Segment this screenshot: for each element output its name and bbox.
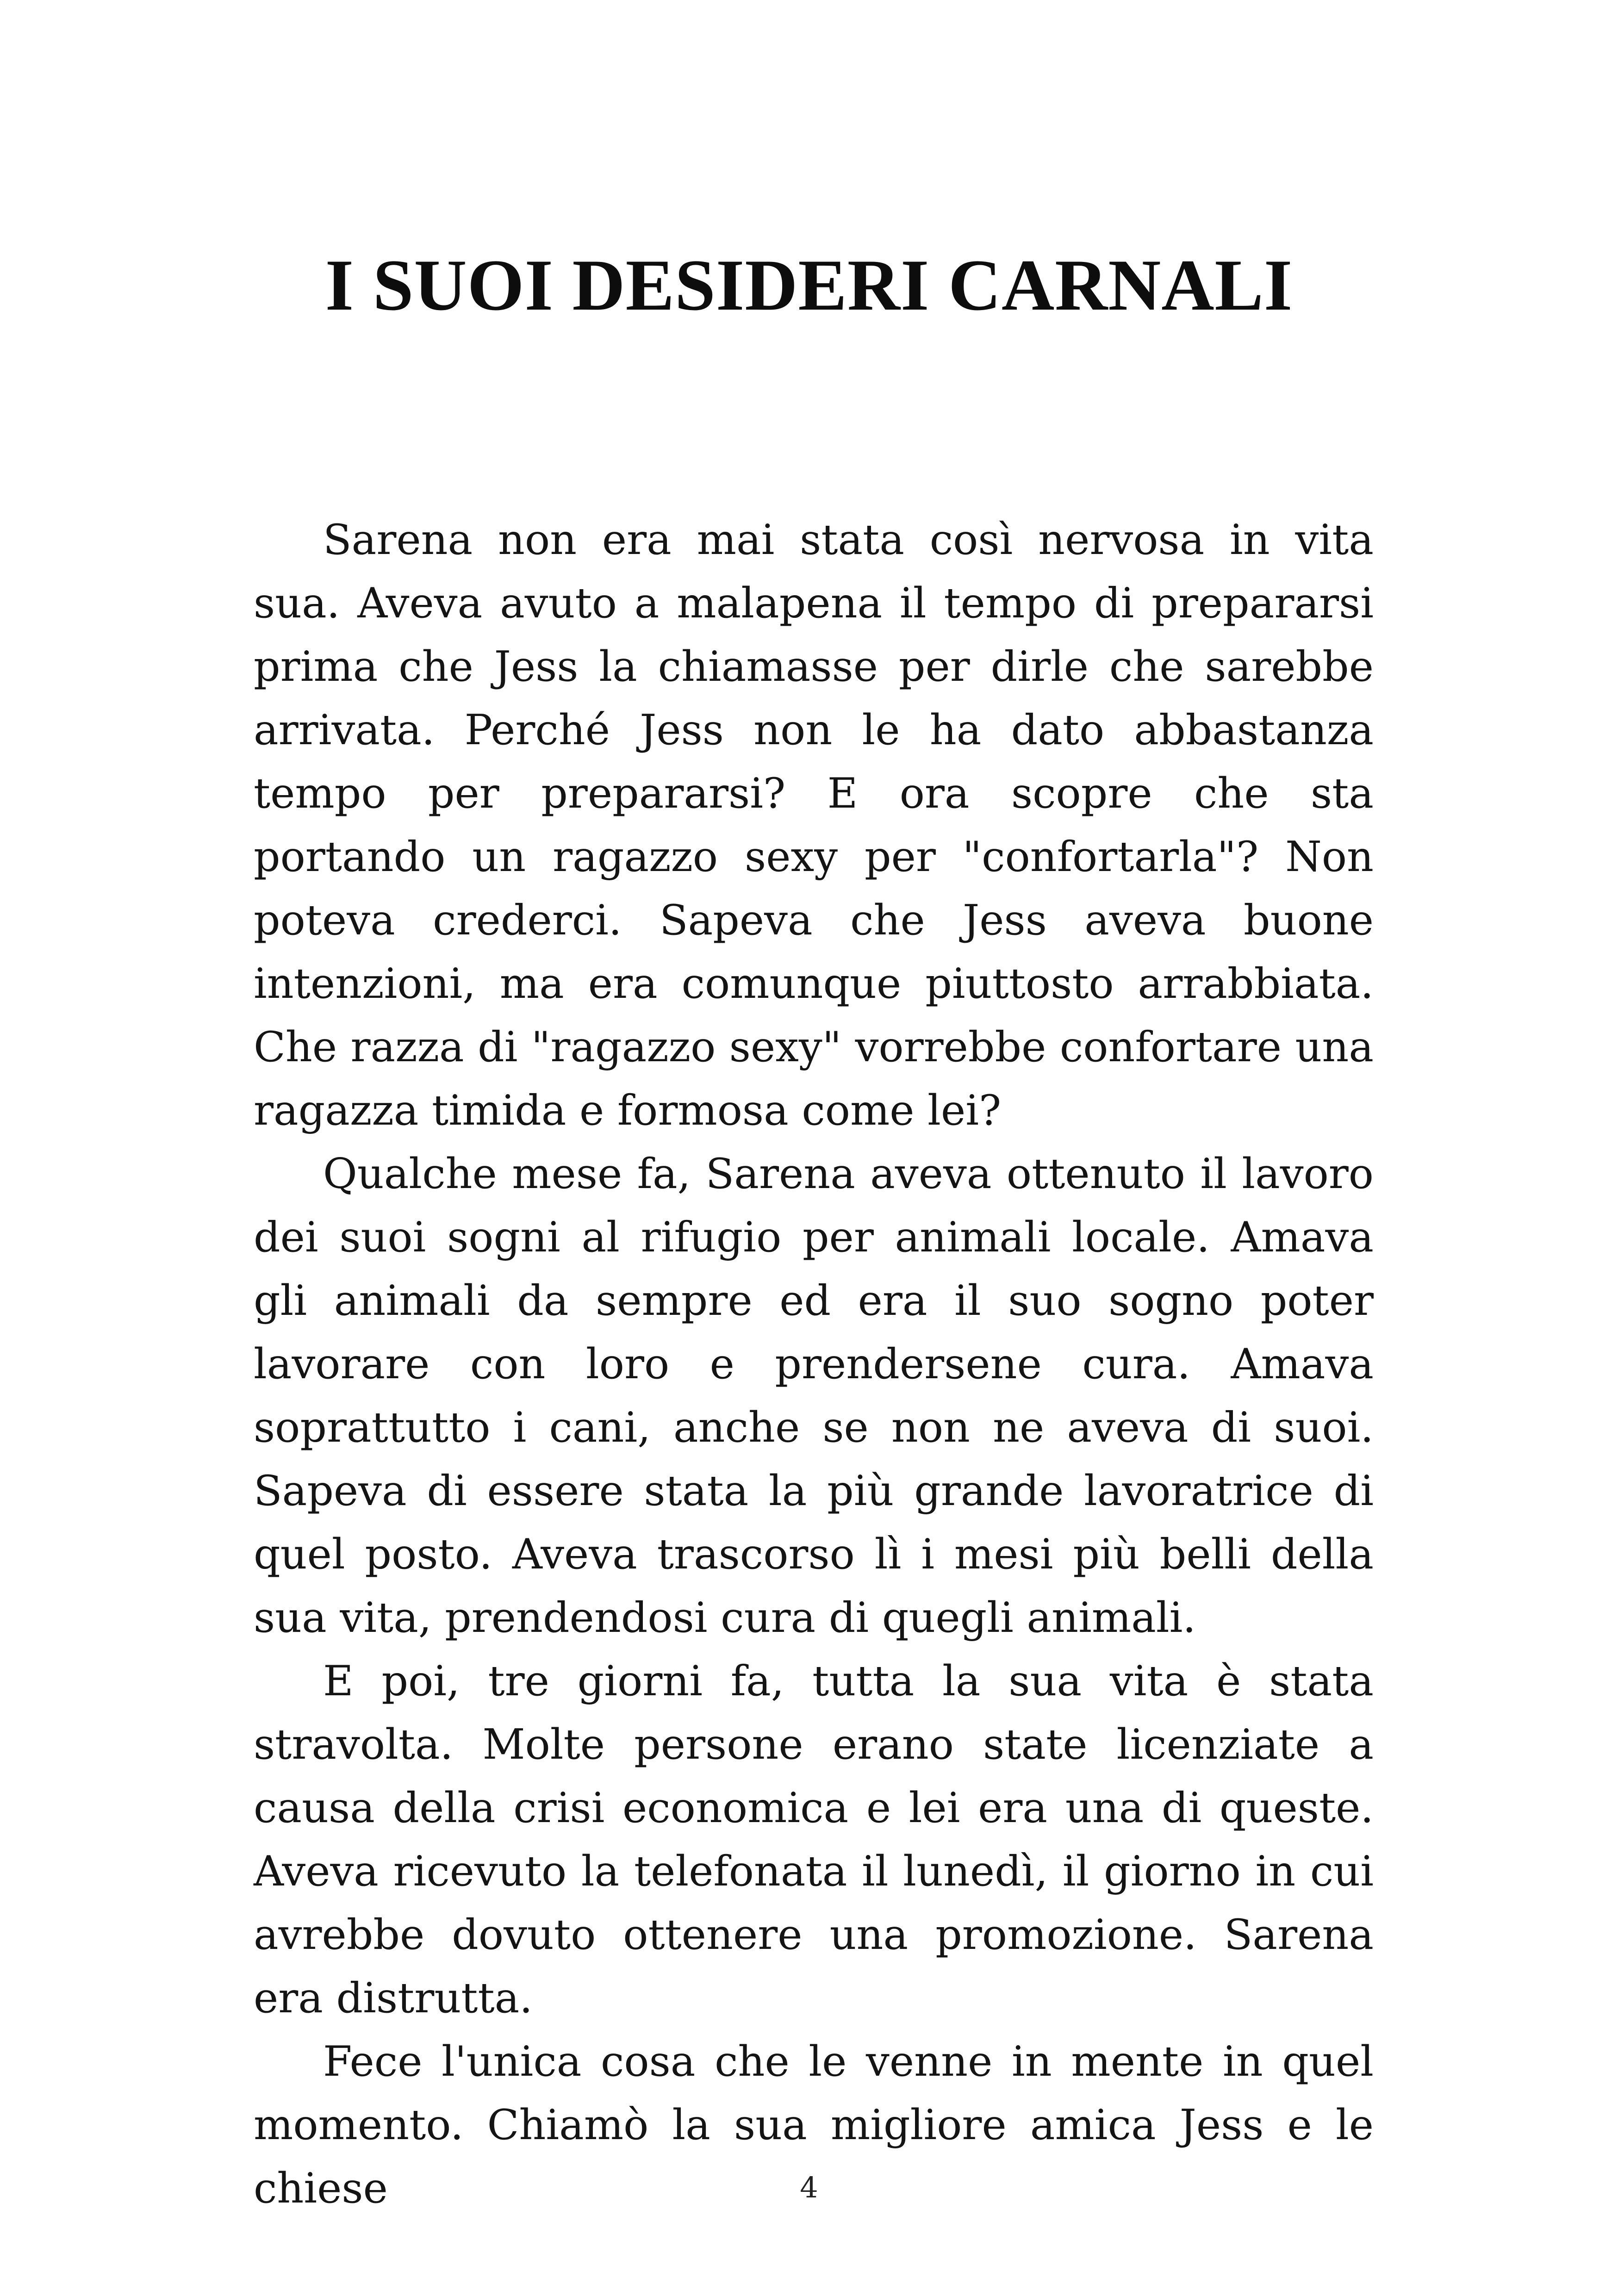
paragraph: Sarena non era mai stata così nervosa in vita sua. Aveva avuto a malapena il tempo di prepararsi prima che Jess la chiamasse per dirle che sarebbe arrivata. Perché Jess non le ha dato abbastanza tempo per prepararsi? E ora scopre che sta portando un ragazzo sexy per "confortarla"? Non poteva crederci. Sapeva che Jess aveva buone intenzioni, ma era comunque piuttosto arrabbiata. Che razza di "ragazzo sexy" vorrebbe confortare una ragazza timida e formosa come lei? <box>254 516 1374 1135</box>
paragraph: Fece l'unica cosa che le venne in mente in quel momento. Chiamò la sua migliore amica Jess e le chiese <box>254 2037 1374 2213</box>
chapter-body <box>254 508 1374 2220</box>
chapter-title: I SUOI DESIDERI CARNALI <box>325 245 1293 326</box>
paragraph: E poi, tre giorni fa, tutta la sua vita è stata stravolta. Molte persone erano state licenziate a causa della crisi economica e lei era una di queste. Aveva ricevuto la telefonata il lunedì, il giorno in cui avrebbe dovuto ottenere una promozione. Sarena era distrutta. <box>254 1657 1374 2022</box>
paragraph: Qualche mese fa, Sarena aveva ottenuto il lavoro dei suoi sogni al rifugio per animali locale. Amava gli animali da sempre ed era il suo sogno poter lavorare con loro e prendersene cura. Amava soprattutto i cani, anche se non ne aveva di suoi. Sapeva di essere stata la più grande lavoratrice di quel posto. Aveva trascorso lì i mesi più belli della sua vita, prendendosi cura di quegli animali. <box>254 1150 1374 1642</box>
page-number: 4 <box>800 2171 818 2204</box>
